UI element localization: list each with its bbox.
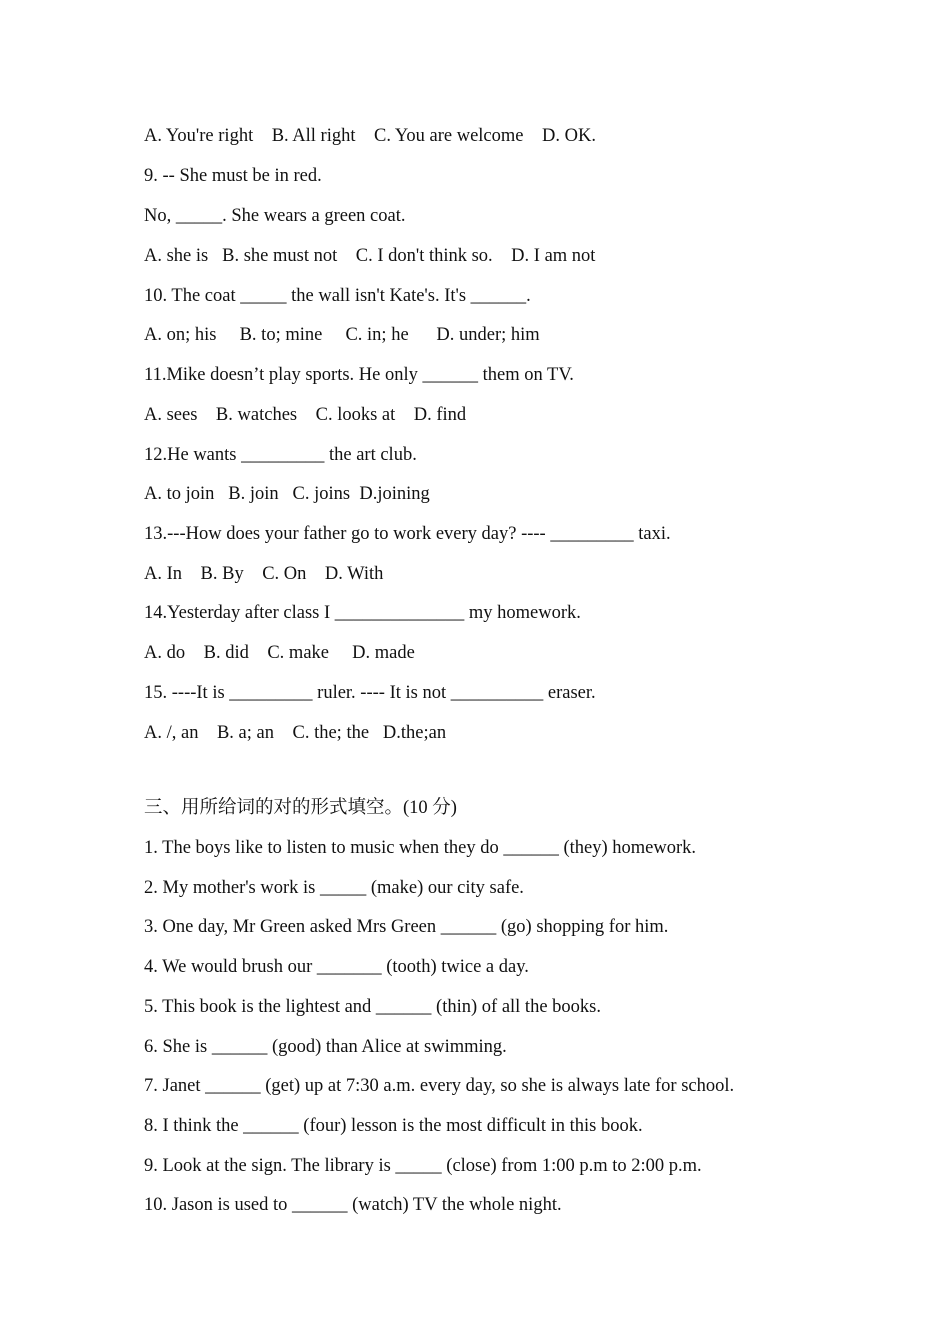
q8-options: A. You're right B. All right C. You are welcome D. OK. bbox=[144, 126, 596, 146]
fill-item-3: 3. One day, Mr Green asked Mrs Green ______ (go) shopping for him. bbox=[144, 917, 669, 937]
q14-options: A. do B. did C. make D. made bbox=[144, 643, 415, 663]
q15-question: 15. ----It is _________ ruler. ---- It is not __________ eraser. bbox=[144, 683, 596, 703]
q15-options: A. /, an B. a; an C. the; the D.the;an bbox=[144, 723, 447, 743]
fill-item-6: 6. She is ______ (good) than Alice at swimming. bbox=[144, 1037, 507, 1057]
q10-options: A. on; his B. to; mine C. in; he D. under; him bbox=[144, 325, 540, 345]
q10-question: 10. The coat _____ the wall isn't Kate's. It's ______. bbox=[144, 286, 531, 306]
q11-options: A. sees B. watches C. looks at D. find bbox=[144, 405, 467, 425]
fill-item-9: 9. Look at the sign. The library is _____ (close) from 1:00 p.m to 2:00 p.m. bbox=[144, 1156, 702, 1176]
fill-item-2: 2. My mother's work is _____ (make) our city safe. bbox=[144, 878, 524, 898]
q9-question: 9. -- She must be in red. bbox=[144, 166, 322, 186]
section3-heading: 三、用所给词的对的形式填空。(10 分) bbox=[144, 798, 457, 818]
fill-item-5: 5. This book is the lightest and ______ (thin) of all the books. bbox=[144, 997, 601, 1017]
q11-question: 11.Mike doesn’t play sports. He only ______ them on TV. bbox=[144, 365, 574, 385]
q12-options: A. to join B. join C. joins D.joining bbox=[144, 484, 430, 504]
q12-question: 12.He wants _________ the art club. bbox=[144, 445, 417, 465]
fill-item-1: 1. The boys like to listen to music when they do ______ (they) homework. bbox=[144, 838, 697, 858]
fill-item-7: 7. Janet ______ (get) up at 7:30 a.m. every day, so she is always late for school. bbox=[144, 1076, 735, 1096]
q13-options: A. In B. By C. On D. With bbox=[144, 564, 384, 584]
fill-item-8: 8. I think the ______ (four) lesson is the most difficult in this book. bbox=[144, 1116, 643, 1136]
q9-options: A. she is B. she must not C. I don't think so. D. I am not bbox=[144, 246, 596, 266]
q14-question: 14.Yesterday after class I ______________ my homework. bbox=[144, 603, 581, 623]
fill-item-4: 4. We would brush our _______ (tooth) twice a day. bbox=[144, 957, 529, 977]
fill-item-10: 10. Jason is used to ______ (watch) TV the whole night. bbox=[144, 1195, 562, 1215]
q13-question: 13.---How does your father go to work every day? ---- _________ taxi. bbox=[144, 524, 671, 544]
q9-response: No, _____. She wears a green coat. bbox=[144, 206, 406, 226]
